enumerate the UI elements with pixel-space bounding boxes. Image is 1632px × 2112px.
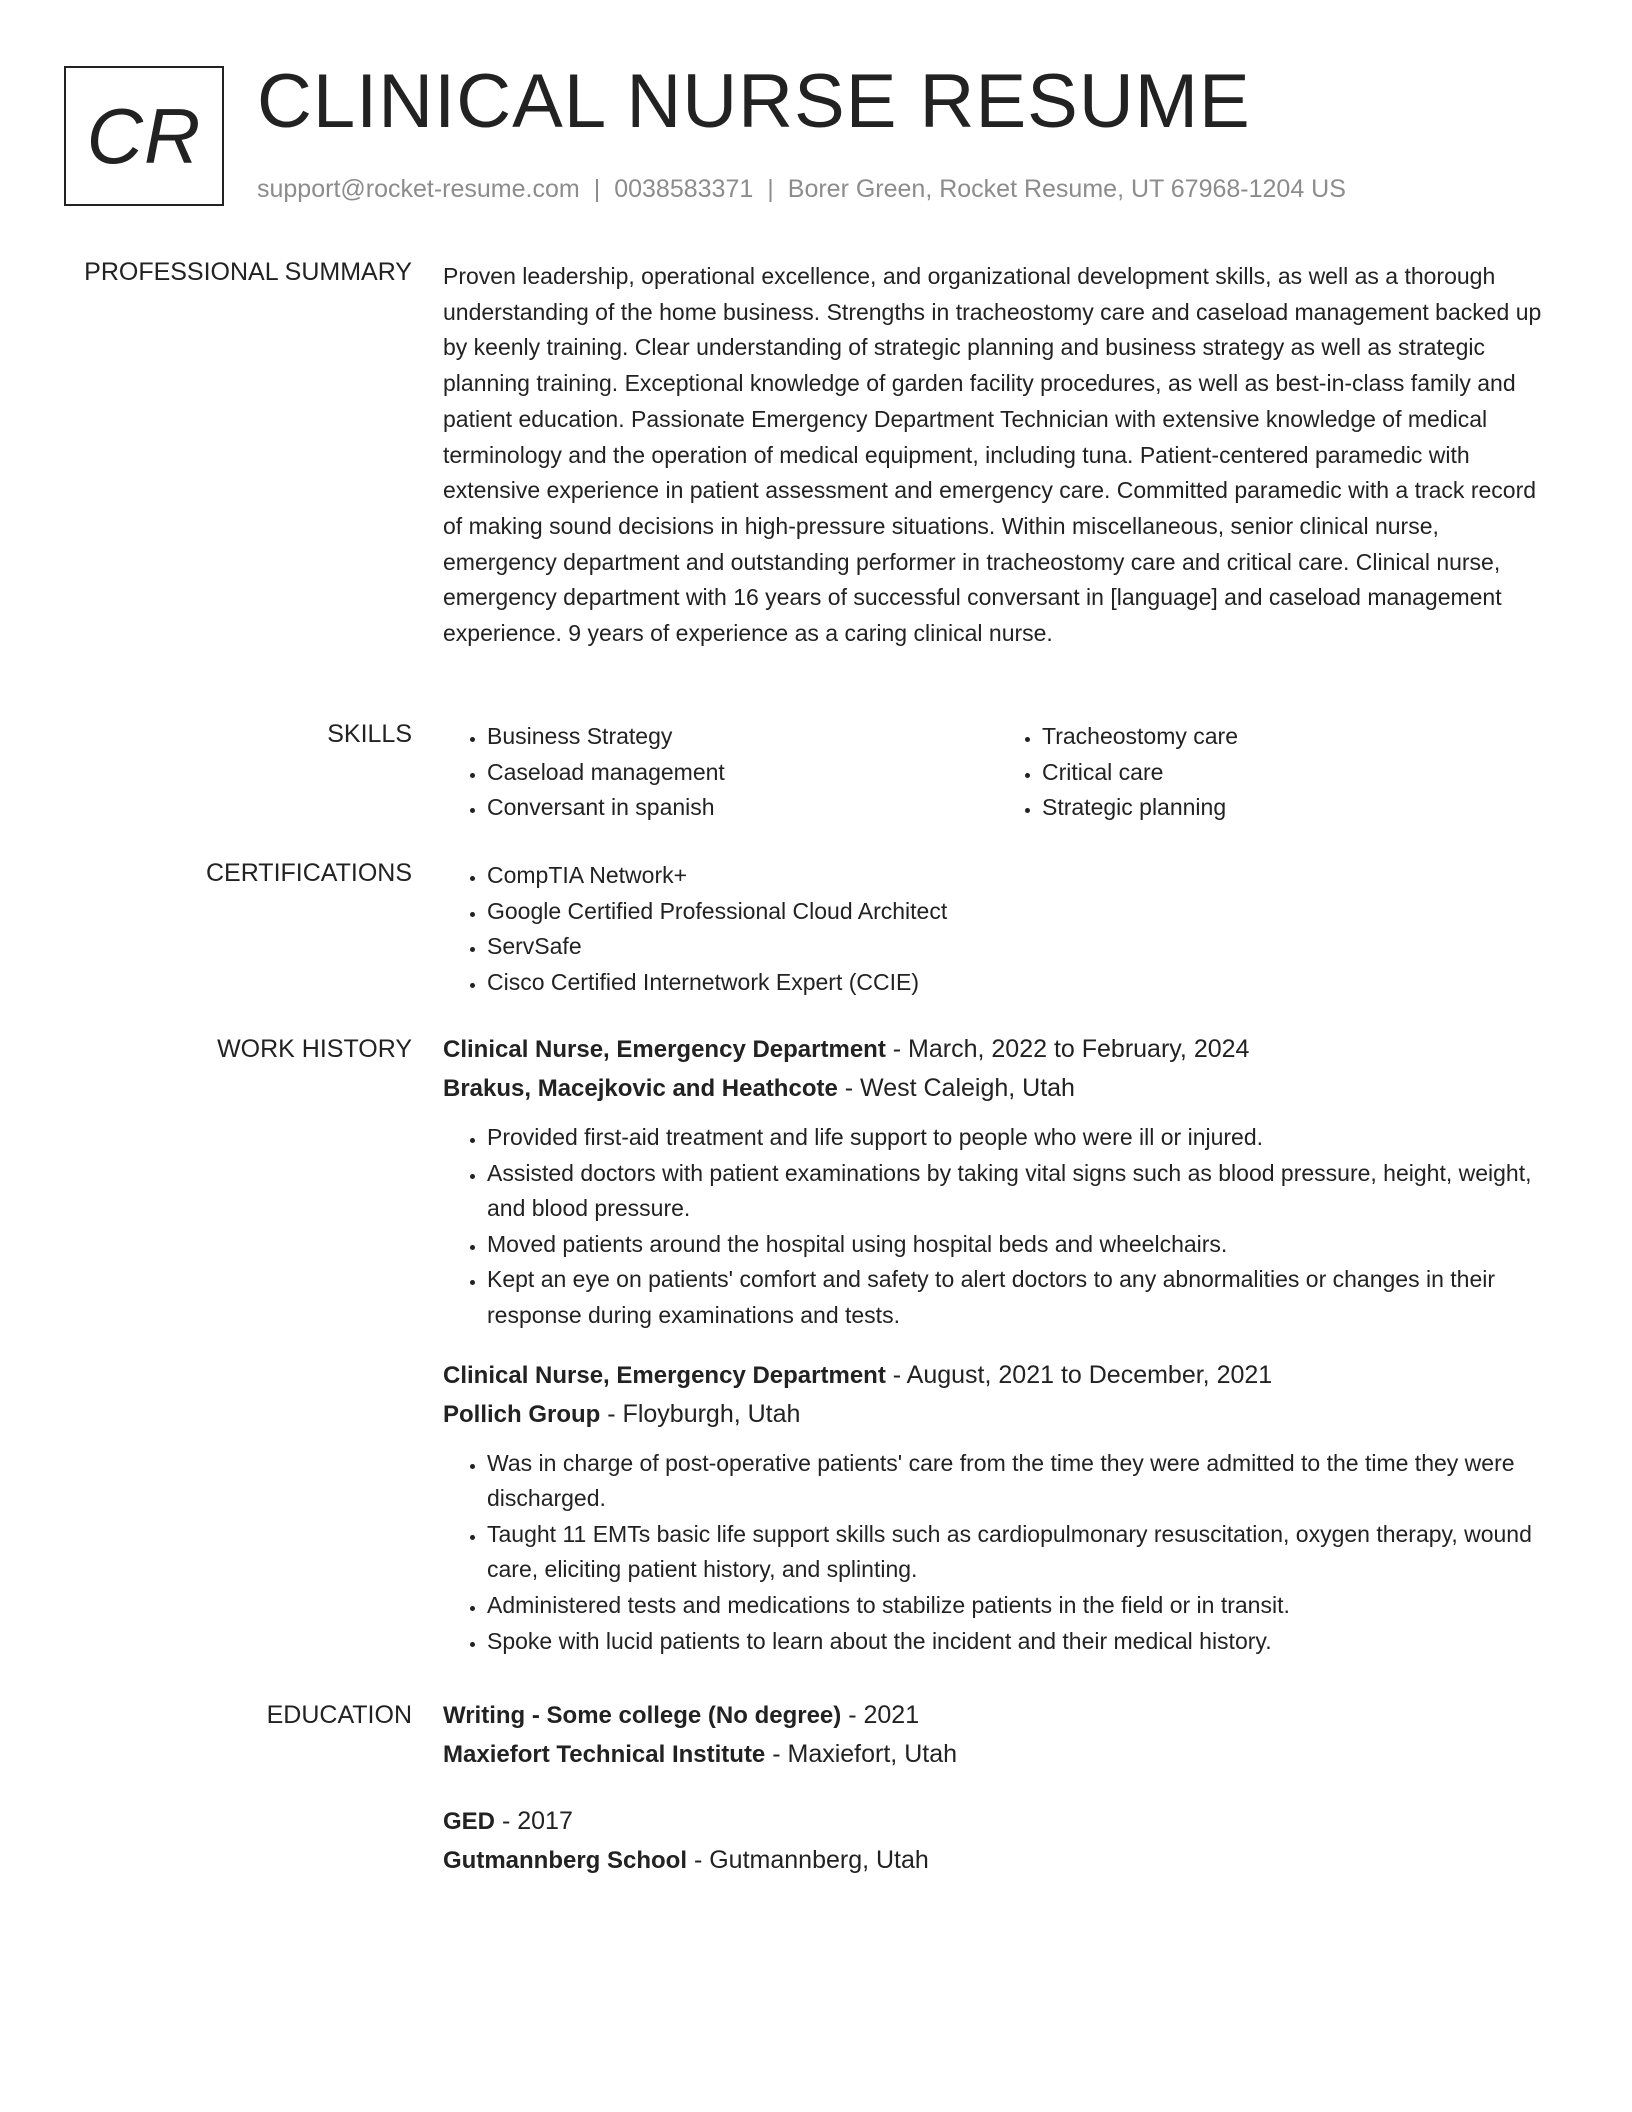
contact-address: Borer Green, Rocket Resume, UT 67968-1204 US [787,175,1346,203]
job-duty: • Assisted doctors with patient examinations by taking vital signs such as blood pressure, height, weight, and blood pressure. [487,1156,1553,1227]
section-heading-certifications: CERTIFICATIONS [205,859,412,887]
job-entry [443,1030,1553,1334]
education-degree-line [443,1696,1553,1735]
certification-item: • ServSafe [487,929,1553,965]
education-school-line [443,1841,1553,1880]
contact-separator: | [593,175,601,203]
monogram-logo: CR [64,66,224,206]
skill-item: • Strategic planning [1042,790,1553,826]
job-location: - West Caleigh, Utah [837,1074,1075,1102]
skill-item: • Caseload management [487,755,998,791]
skills-body [443,719,1553,826]
job-duty: • Moved patients around the hospital using hospital beds and wheelchairs. [487,1227,1553,1263]
education-school: Maxiefort Technical Institute [443,1741,766,1768]
skills-list-left [443,719,998,826]
section-heading-summary: PROFESSIONAL SUMMARY [84,258,412,286]
education-year: - 2021 [841,1701,920,1729]
contact-email[interactable]: support@rocket-resume.com [257,175,580,203]
certifications-body [443,858,1553,1000]
job-title: Clinical Nurse, Emergency Department [443,1036,886,1063]
contact-separator: | [767,175,774,203]
resume-title: CLINICAL NURSE RESUME [257,59,1251,144]
job-company: Pollich Group [443,1400,601,1428]
education-year: - 2017 [495,1807,573,1835]
job-company: Brakus, Macejkovic and Heathcote [443,1075,838,1102]
education-degree: GED [443,1808,496,1835]
certification-item: • Google Certified Professional Cloud Architect [487,894,1553,930]
education-entry [443,1802,1553,1880]
job-title-line [443,1030,1553,1069]
education-location: - Maxiefort, Utah [765,1740,958,1768]
skills-grid [443,719,1553,826]
job-duty: • Administered tests and medications to stabilize patients in the field or in transit. [487,1588,1553,1624]
job-company-line [443,1069,1553,1108]
skills-list-right [998,719,1553,826]
job-entry [443,1356,1553,1660]
job-duties-list [443,1120,1553,1334]
job-duty: • Was in charge of post-operative patients' care from the time they were admitted to the time they were discharged. [487,1446,1553,1517]
job-dates: - August, 2021 to December, 2021 [885,1360,1273,1389]
job-company-line [443,1395,1553,1434]
certification-item: • CompTIA Network+ [487,858,1553,894]
education-degree: Writing - Some college (No degree) [443,1702,842,1729]
contact-phone[interactable]: 0038583371 [614,175,754,203]
summary-body [443,259,1553,652]
job-title-line [443,1356,1553,1395]
job-title: Clinical Nurse, Emergency Department [443,1361,886,1389]
education-entry [443,1696,1553,1774]
education-location: - Gutmannberg, Utah [687,1846,929,1874]
certification-item: • Cisco Certified Internetwork Expert (CCIE) [487,965,1553,1001]
certifications-list [443,858,1553,1000]
job-location: - Floyburgh, Utah [600,1399,801,1428]
job-dates: - March, 2022 to February, 2024 [885,1035,1250,1063]
job-duties-list [443,1446,1553,1660]
skill-item: • Business Strategy [487,719,998,755]
skill-item: • Tracheostomy care [1042,719,1553,755]
education-school: Gutmannberg School [443,1847,688,1874]
section-heading-work: WORK HISTORY [217,1035,412,1063]
education-school-line [443,1735,1553,1774]
section-heading-skills: SKILLS [327,720,412,748]
job-duty: • Provided first-aid treatment and life support to people who were ill or injured. [487,1120,1553,1156]
summary-text: Proven leadership, operational excellence, and organizational development skills, as well as a thorough understanding of the home business. Strengths in tracheostomy care and caseload management backed up by keenly training. Clear understanding of strategic planning and business strategy as well as strategic planning training. Exceptional knowledge of garden facility procedures, as well as best-in-class family and patient education. Passionate Emergency Department Technician with extensive knowledge of medical terminology and the operation of medical equipment, including tuna. Patient-centered paramedic with extensive experience in patient assessment and emergency care. Committed paramedic with a track record of making sound decisions in high-pressure situations. Within miscellaneous, senior clinical nurse, emergency department and outstanding performer in tracheostomy care and critical care. Clinical nurse, emergency department with 16 years of successful conversant in [language] and caseload management experience. 9 years of experience as a caring clinical nurse. [443,263,1542,647]
skill-item: • Critical care [1042,755,1553,791]
work-body [443,1030,1553,1681]
education-degree-line [443,1802,1553,1841]
skill-item: • Conversant in spanish [487,790,998,826]
job-duty: • Spoke with lucid patients to learn about the incident and their medical history. [487,1624,1553,1660]
job-duty: • Taught 11 EMTs basic life support skills such as cardiopulmonary resuscitation, oxygen therapy, wound care, eliciting patient history, and splinting. [487,1517,1553,1588]
job-duty: • Kept an eye on patients' comfort and safety to alert doctors to any abnormalities or changes in their response during examinations and tests. [487,1262,1553,1333]
education-body [443,1696,1553,1908]
contact-line [257,174,1346,204]
section-heading-education: EDUCATION [266,1701,412,1729]
